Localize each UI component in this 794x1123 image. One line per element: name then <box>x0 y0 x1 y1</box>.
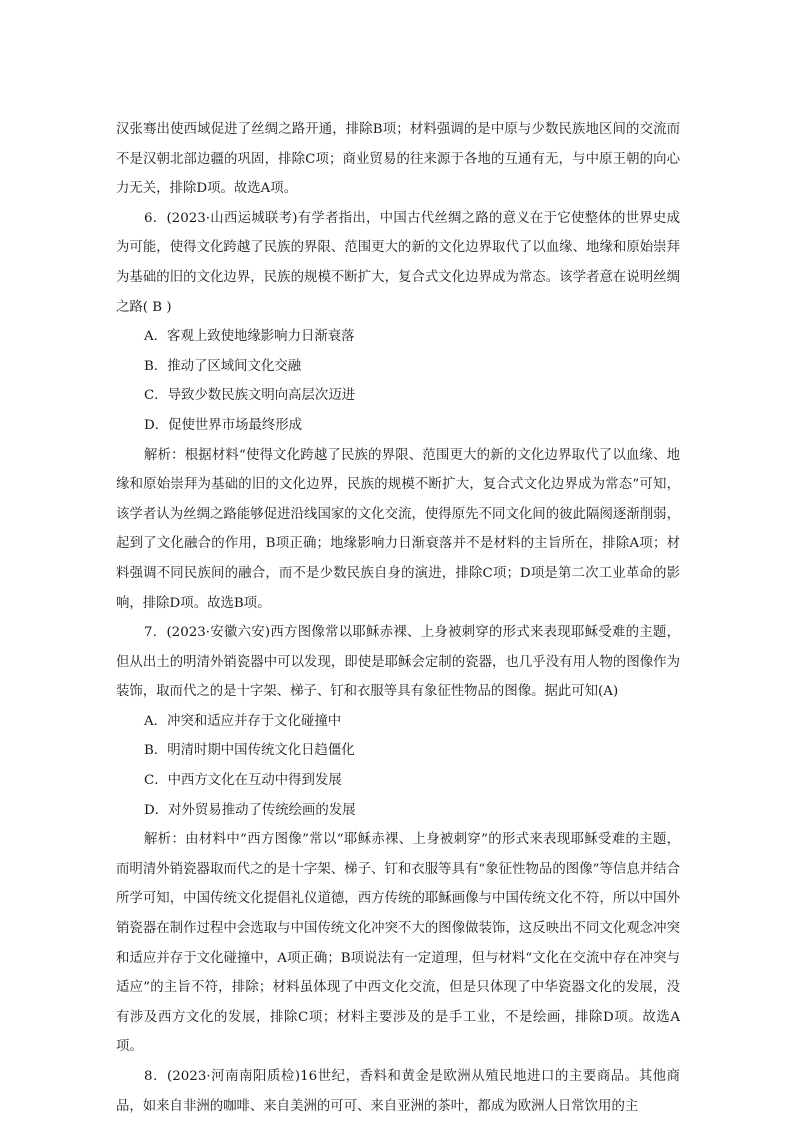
q7-option-a: A．冲突和适应并存于文化碰撞中 <box>144 713 342 729</box>
q6-option-b: B．推动了区域间文化交融 <box>144 358 302 374</box>
q6-option-c: C．导致少数民族文明向高层次迈进 <box>144 388 356 404</box>
q7-explanation: 解析：由材料中“西方图像”常以“耶稣赤裸、上身被刺穿”的形式来表现耶稣受难的主题，而明清外销瓷器取而代之的是十字架、梯子、钉和衣服等具有“象征性物品的图像”等信息并结合所学可知，中国传统文化提倡礼仪道德，西方传统的耶稣画像与中国传统文化不符，所以中国外销瓷器在制作过程中会选取与中国传统文化冲突不大的图像做装饰，这反映出不同文化观念冲突和适应并存于文化碰撞中，A项正确；B项说法有一定道理，但与材料“文化在交流中存在冲突与适应”的主旨不符，排除；材料虽体现了中西文化交流，但是只体现了中华瓷器文化的发展，没有涉及西方文化的发展，排除C项；材料主要涉及的是手工业，不是绘画，排除D项。故选A项。 <box>116 832 680 1055</box>
q6-explanation: 解析：根据材料“使得文化跨越了民族的界限、范围更大的新的文化边界取代了以血缘、地缘和原始崇拜为基础的旧的文化边界，民族的规模不断扩大，复合式文化边界成为常态”可知，该学者认为丝绸之路能够促进沿线国家的文化交流，使得原先不同文化间的彼此隔阂逐渐削弱，起到了文化融合的作用，B项正确；地缘影响力日渐衰落并不是材料的主旨所在，排除A项；材料强调不同民族间的融合，而不是少数民族自身的演进，排除C项；D项是第二次工业革命的影响，排除D项。故选B项。 <box>116 447 680 611</box>
question-8: 8．(2023·河南南阳质检)16世纪，香料和黄金是欧洲从殖民地进口的主要商品。其他商品，如来自非洲的咖啡、来自美洲的可可、来自亚洲的茶叶，都成为欧洲人日常饮用的主 <box>116 1069 680 1114</box>
q7-option-b: B．明清时期中国传统文化日趋僵化 <box>144 743 355 759</box>
question-7: 7．(2023·安徽六安)西方图像常以耶稣赤裸、上身被刺穿的形式来表现耶稣受难的主题，但从出土的明清外销瓷器中可以发现，即使是耶稣会定制的瓷器，也几乎没有用人物的图像作为装饰，取而代之的是十字架、梯子、钉和衣服等具有象征性物品的图像。据此可知(A) <box>116 625 680 700</box>
q6-option-d: D．促使世界市场最终形成 <box>144 417 303 433</box>
q7-option-d: D．对外贸易推动了传统绘画的发展 <box>144 802 356 818</box>
answer-explanation-q5-continued: 汉张骞出使西域促进了丝绸之路开通，排除B项；材料强调的是中原与少数民族地区间的交流而不是汉朝北部边疆的巩固，排除C项；商业贸易的往来源于各地的互通有无，与中原王朝的向心力无关，排除D项。故选A项。 <box>116 122 680 197</box>
document-page <box>116 115 680 1121</box>
q7-option-c: C．中西方文化在互动中得到发展 <box>144 773 342 789</box>
q6-option-a: A．客观上致使地缘影响力日渐衰落 <box>144 329 355 345</box>
question-6: 6．(2023·山西运城联考)有学者指出，中国古代丝绸之路的意义在于它使整体的世界史成为可能，使得文化跨越了民族的界限、范围更大的新的文化边界取代了以血缘、地缘和原始崇拜为基础的旧的文化边界，民族的规模不断扩大，复合式文化边界成为常态。该学者意在说明丝绸之路( B ) <box>116 210 680 315</box>
